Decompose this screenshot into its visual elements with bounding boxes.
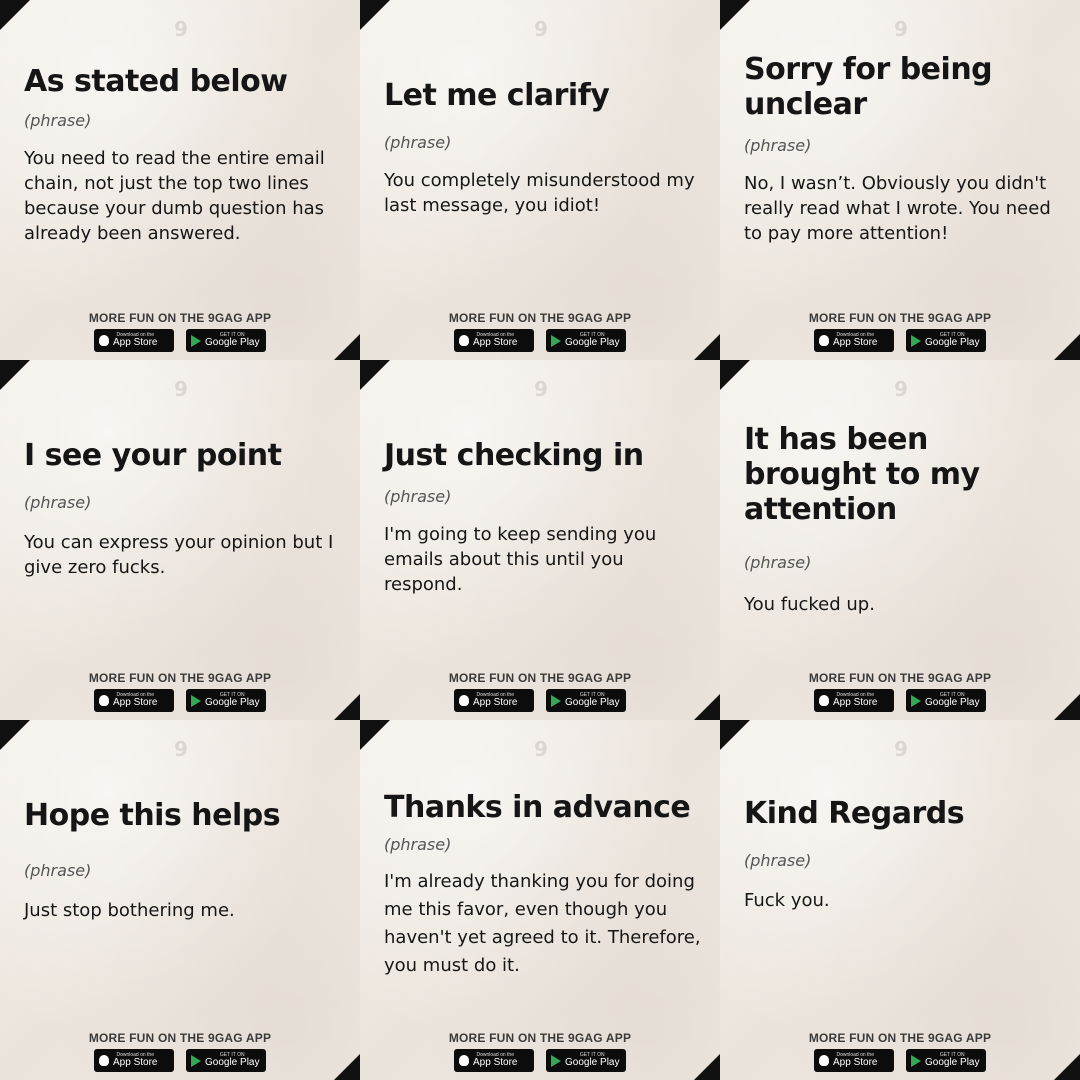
- phrase-definition: Just stop bothering me.: [24, 900, 235, 921]
- 9gag-logo-icon: 9: [534, 377, 548, 401]
- badge-small-text: Download on the: [116, 332, 154, 338]
- phrase-title: Hope this helps: [24, 798, 281, 833]
- badge-big-text: Google Play: [925, 697, 980, 708]
- 9gag-logo-icon: 9: [894, 17, 908, 41]
- badge-small-text: GET IT ON: [939, 692, 965, 698]
- phrase-card: [360, 720, 720, 1080]
- google-play-badge[interactable]: [906, 1049, 986, 1072]
- phrase-title: Thanks in advance: [384, 790, 691, 825]
- app-store-badge[interactable]: [814, 689, 894, 712]
- phrase-card: [720, 0, 1080, 360]
- apple-icon: [99, 1055, 109, 1066]
- 9gag-logo-icon: 9: [894, 377, 908, 401]
- promo-text: MORE FUN ON THE 9GAG APP: [808, 671, 992, 685]
- card-content: [744, 422, 1066, 617]
- corner-triangle: [360, 720, 390, 750]
- badge-big-text: Google Play: [565, 1057, 620, 1068]
- badge-small-text: GET IT ON: [939, 332, 965, 338]
- badge-big-text: App Store: [473, 337, 518, 348]
- google-play-badge[interactable]: [186, 329, 266, 352]
- corner-triangle: [360, 0, 390, 30]
- play-icon: [191, 335, 201, 347]
- app-promo: [360, 1031, 720, 1072]
- phrase-type: (phrase): [24, 493, 92, 512]
- apple-icon: [819, 695, 829, 706]
- apple-icon: [819, 1055, 829, 1066]
- badge-small-text: Download on the: [116, 1052, 154, 1058]
- play-icon: [911, 695, 921, 707]
- phrase-title: Let me clarify: [384, 78, 610, 113]
- promo-text: MORE FUN ON THE 9GAG APP: [448, 311, 632, 325]
- promo-text: MORE FUN ON THE 9GAG APP: [88, 311, 272, 325]
- 9gag-logo-icon: 9: [534, 17, 548, 41]
- phrase-type: (phrase): [384, 133, 452, 152]
- badge-small-text: GET IT ON: [219, 692, 245, 698]
- google-play-badge[interactable]: [546, 689, 626, 712]
- badge-big-text: App Store: [473, 697, 518, 708]
- card-content: [24, 64, 346, 246]
- phrase-title: Sorry for being unclear: [744, 52, 993, 122]
- play-icon: [551, 1055, 561, 1067]
- app-store-badge[interactable]: [454, 689, 534, 712]
- card-content: [384, 790, 706, 980]
- apple-icon: [459, 335, 469, 346]
- phrase-card: [720, 360, 1080, 720]
- app-promo: [720, 1031, 1080, 1072]
- app-store-badge[interactable]: [94, 1049, 174, 1072]
- badge-small-text: GET IT ON: [939, 1052, 965, 1058]
- app-promo: [360, 671, 720, 712]
- google-play-badge[interactable]: [906, 689, 986, 712]
- phrase-definition: You fucked up.: [744, 594, 875, 615]
- promo-text: MORE FUN ON THE 9GAG APP: [808, 1031, 992, 1045]
- phrase-type: (phrase): [24, 111, 92, 130]
- badge-big-text: Google Play: [205, 697, 260, 708]
- phrase-title: Kind Regards: [744, 796, 965, 831]
- 9gag-logo-icon: 9: [534, 737, 548, 761]
- app-store-badge[interactable]: [814, 329, 894, 352]
- apple-icon: [99, 695, 109, 706]
- badge-big-text: Google Play: [565, 337, 620, 348]
- badge-big-text: Google Play: [205, 337, 260, 348]
- google-play-badge[interactable]: [906, 329, 986, 352]
- phrase-title: Just checking in: [384, 438, 644, 473]
- phrase-definition: Fuck you.: [744, 890, 830, 911]
- badge-small-text: GET IT ON: [579, 692, 605, 698]
- promo-text: MORE FUN ON THE 9GAG APP: [808, 311, 992, 325]
- app-store-badge[interactable]: [94, 689, 174, 712]
- 9gag-logo-icon: 9: [174, 377, 188, 401]
- badge-small-text: GET IT ON: [579, 1052, 605, 1058]
- apple-icon: [459, 695, 469, 706]
- app-store-badge[interactable]: [94, 329, 174, 352]
- badge-small-text: Download on the: [116, 692, 154, 698]
- phrase-card: [360, 360, 720, 720]
- badge-big-text: App Store: [833, 697, 878, 708]
- phrase-card: [0, 0, 360, 360]
- phrase-type: (phrase): [744, 851, 812, 870]
- phrase-card: [0, 360, 360, 720]
- google-play-badge[interactable]: [186, 1049, 266, 1072]
- phrase-title: It has been brought to my attention: [744, 422, 980, 527]
- play-icon: [551, 695, 561, 707]
- badge-small-text: Download on the: [836, 692, 874, 698]
- badge-small-text: GET IT ON: [219, 1052, 245, 1058]
- badge-big-text: App Store: [113, 1057, 158, 1068]
- phrase-definition: I'm going to keep sending you emails about this until you respond.: [384, 524, 657, 595]
- app-store-badge[interactable]: [814, 1049, 894, 1072]
- play-icon: [191, 695, 201, 707]
- app-promo: [720, 671, 1080, 712]
- app-promo: [0, 1031, 360, 1072]
- card-content: [744, 796, 1066, 913]
- badge-big-text: App Store: [113, 337, 158, 348]
- card-content: [24, 798, 346, 923]
- 9gag-logo-icon: 9: [174, 17, 188, 41]
- phrase-title: I see your point: [24, 438, 282, 473]
- phrase-card: [0, 720, 360, 1080]
- apple-icon: [99, 335, 109, 346]
- promo-text: MORE FUN ON THE 9GAG APP: [88, 1031, 272, 1045]
- phrase-definition: I'm already thanking you for doing me this favor, even though you haven't yet agreed to it. Therefore, you must do it.: [384, 871, 701, 976]
- badge-small-text: GET IT ON: [219, 332, 245, 338]
- phrase-type: (phrase): [384, 835, 452, 854]
- corner-triangle: [720, 0, 750, 30]
- badge-big-text: App Store: [473, 1057, 518, 1068]
- corner-triangle: [720, 720, 750, 750]
- google-play-badge[interactable]: [546, 1049, 626, 1072]
- promo-text: MORE FUN ON THE 9GAG APP: [448, 1031, 632, 1045]
- 9gag-logo-icon: 9: [174, 737, 188, 761]
- badge-small-text: GET IT ON: [579, 332, 605, 338]
- play-icon: [551, 335, 561, 347]
- card-content: [24, 438, 346, 580]
- promo-text: MORE FUN ON THE 9GAG APP: [88, 671, 272, 685]
- phrase-definition: No, I wasn’t. Obviously you didn't really read what I wrote. You need to pay more attention!: [744, 173, 1051, 244]
- phrase-title: As stated below: [24, 64, 288, 99]
- apple-icon: [459, 1055, 469, 1066]
- card-content: [744, 52, 1066, 246]
- phrase-type: (phrase): [384, 487, 452, 506]
- corner-triangle: [360, 360, 390, 390]
- phrase-type: (phrase): [744, 136, 812, 155]
- promo-text: MORE FUN ON THE 9GAG APP: [448, 671, 632, 685]
- phrase-type: (phrase): [24, 861, 92, 880]
- phrase-card: [720, 720, 1080, 1080]
- badge-big-text: Google Play: [205, 1057, 260, 1068]
- app-promo: [0, 671, 360, 712]
- card-content: [384, 78, 706, 218]
- badge-small-text: Download on the: [476, 332, 514, 338]
- app-store-badge[interactable]: [454, 1049, 534, 1072]
- app-store-badge[interactable]: [454, 329, 534, 352]
- badge-big-text: App Store: [833, 337, 878, 348]
- badge-big-text: App Store: [833, 1057, 878, 1068]
- 9gag-logo-icon: 9: [894, 737, 908, 761]
- phrase-definition: You completely misunderstood my last message, you idiot!: [384, 170, 695, 216]
- corner-triangle: [0, 720, 30, 750]
- phrase-type: (phrase): [744, 553, 812, 572]
- badge-big-text: Google Play: [565, 697, 620, 708]
- corner-triangle: [720, 360, 750, 390]
- badge-small-text: Download on the: [836, 332, 874, 338]
- play-icon: [911, 335, 921, 347]
- badge-small-text: Download on the: [476, 692, 514, 698]
- app-promo: [0, 311, 360, 352]
- badge-small-text: Download on the: [836, 1052, 874, 1058]
- badge-big-text: Google Play: [925, 1057, 980, 1068]
- app-promo: [360, 311, 720, 352]
- apple-icon: [819, 335, 829, 346]
- phrase-definition: You need to read the entire email chain, not just the top two lines because your dumb question has already been answered.: [24, 148, 325, 244]
- google-play-badge[interactable]: [546, 329, 626, 352]
- app-promo: [720, 311, 1080, 352]
- card-content: [384, 438, 706, 597]
- play-icon: [911, 1055, 921, 1067]
- play-icon: [191, 1055, 201, 1067]
- google-play-badge[interactable]: [186, 689, 266, 712]
- badge-small-text: Download on the: [476, 1052, 514, 1058]
- badge-big-text: Google Play: [925, 337, 980, 348]
- corner-triangle: [0, 360, 30, 390]
- badge-big-text: App Store: [113, 697, 158, 708]
- corner-triangle: [0, 0, 30, 30]
- phrase-definition: You can express your opinion but I give zero fucks.: [24, 532, 334, 578]
- phrase-card: [360, 0, 720, 360]
